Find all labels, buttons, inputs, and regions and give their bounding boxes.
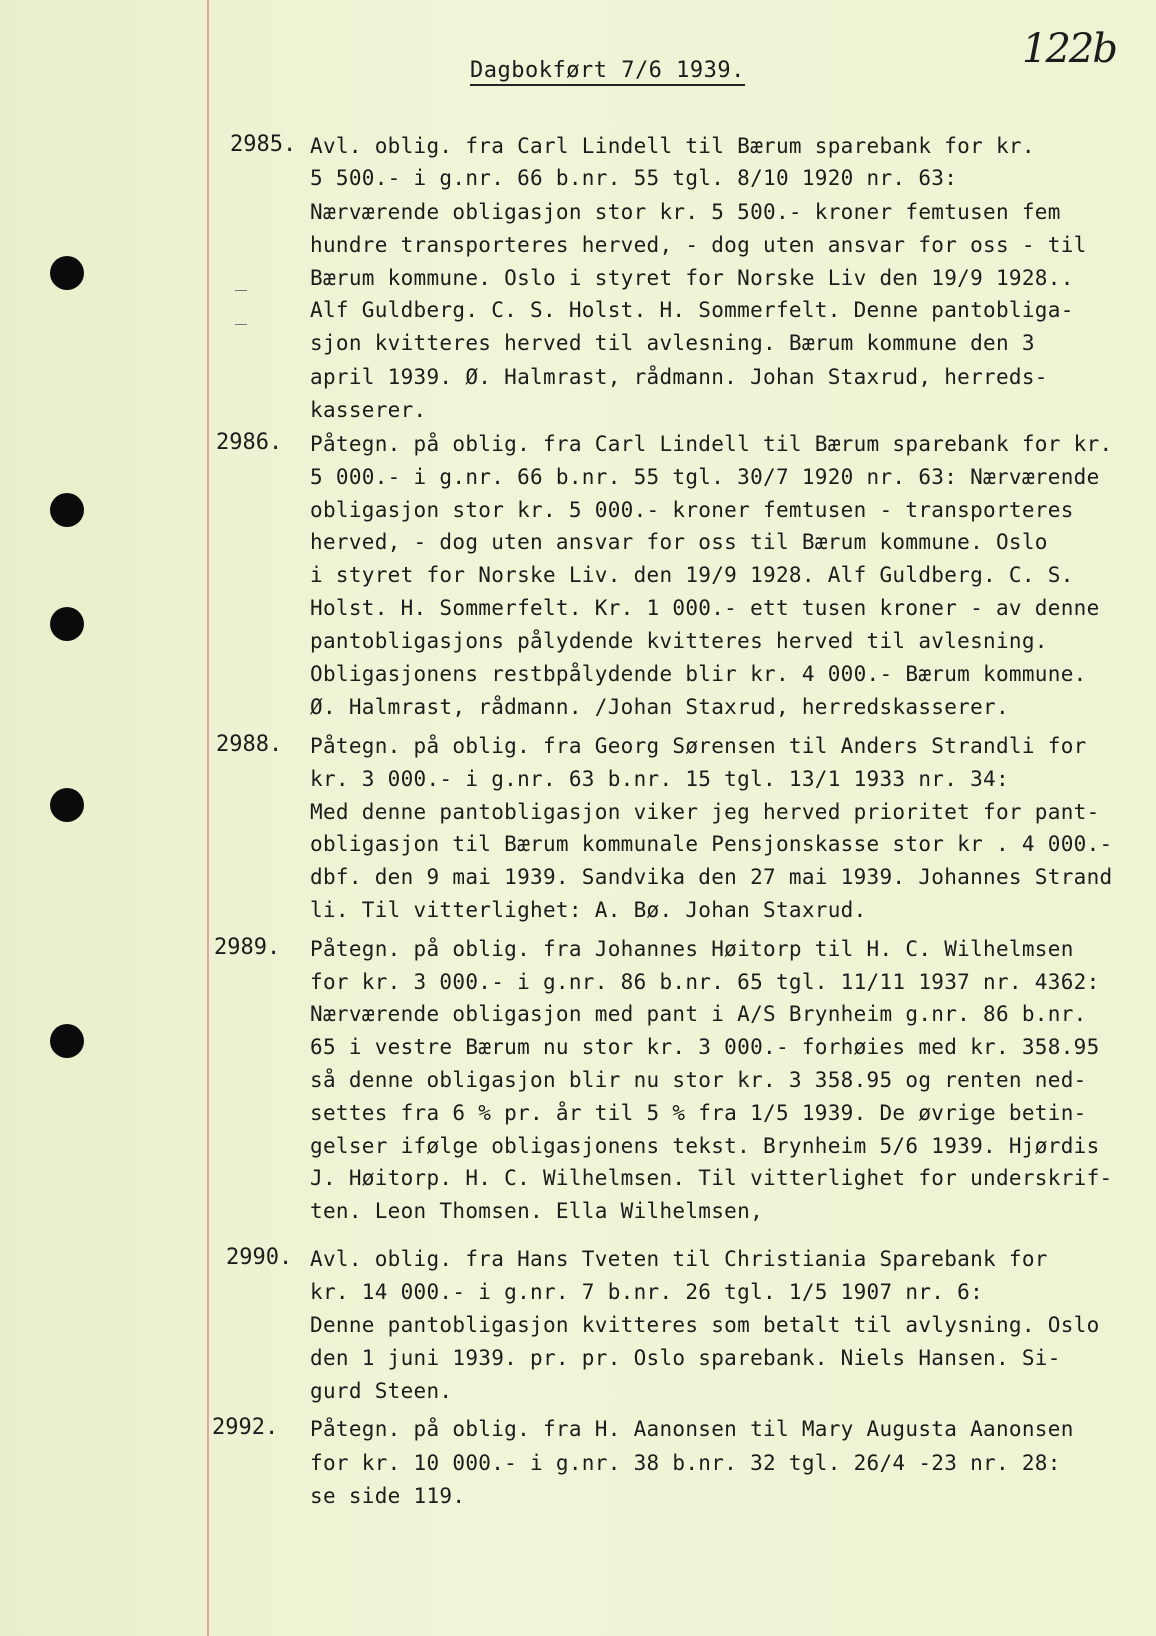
- page-title: Dagbokført 7/6 1939.: [470, 58, 745, 86]
- entry-line: Påtegn. på oblig. fra Carl Lindell til Bærum sparebank for kr.: [310, 432, 1113, 456]
- entry-line: dbf. den 9 mai 1939. Sandvika den 27 mai 1939. Johannes Strand: [310, 865, 1113, 889]
- entry-line: kasserer.: [310, 398, 427, 422]
- entry-line: obligasjon stor kr. 5 000.- kroner femtusen - transporteres: [310, 498, 1074, 522]
- entry-number: 2992.: [212, 1415, 279, 1440]
- margin-rule: [207, 0, 209, 1636]
- entry-line: J. Høitorp. H. C. Wilhelmsen. Til vitterlighet for underskrif-: [310, 1166, 1113, 1190]
- entry-line: gelser ifølge obligasjonens tekst. Brynheim 5/6 1939. Hjørdis: [310, 1134, 1100, 1158]
- entry-line: se side 119.: [310, 1484, 466, 1508]
- margin-mark: [235, 290, 247, 291]
- entry-line: Obligasjonens restbpålydende blir kr. 4 000.- Bærum kommune.: [310, 662, 1087, 686]
- entry-line: Påtegn. på oblig. fra Johannes Høitorp til H. C. Wilhelmsen: [310, 937, 1074, 961]
- entry-number: 2985.: [230, 132, 297, 157]
- margin-mark: [235, 324, 247, 325]
- entry-number: 2988.: [216, 732, 283, 757]
- entry-line: så denne obligasjon blir nu stor kr. 3 358.95 og renten ned-: [310, 1068, 1087, 1092]
- entry-line: gurd Steen.: [310, 1379, 453, 1403]
- entry-line: 5 000.- i g.nr. 66 b.nr. 55 tgl. 30/7 1920 nr. 63: Nærværende: [310, 465, 1100, 489]
- entry-line: Bærum kommune. Oslo i styret for Norske Liv den 19/9 1928..: [310, 266, 1074, 290]
- entry-line: Denne pantobligasjon kvitteres som betalt til avlysning. Oslo: [310, 1313, 1100, 1337]
- entry-line: li. Til vitterlighet: A. Bø. Johan Staxrud.: [310, 898, 867, 922]
- binder-hole: [50, 607, 84, 641]
- entry-line: pantobligasjons pålydende kvitteres herved til avlesning.: [310, 629, 1048, 653]
- entry-line: den 1 juni 1939. pr. pr. Oslo sparebank. Niels Hansen. Si-: [310, 1346, 1061, 1370]
- binder-hole: [50, 256, 84, 290]
- entry-line: Avl. oblig. fra Carl Lindell til Bærum sparebank for kr.: [310, 134, 1035, 158]
- binder-hole: [50, 1024, 84, 1058]
- entry-line: Nærværende obligasjon stor kr. 5 500.- kroner femtusen fem: [310, 200, 1061, 224]
- entry-line: 5 500.- i g.nr. 66 b.nr. 55 tgl. 8/10 1920 nr. 63:: [310, 166, 958, 190]
- entry-line: Ø. Halmrast, rådmann. /Johan Staxrud, herredskasserer.: [310, 695, 1009, 719]
- entry-line: Påtegn. på oblig. fra Georg Sørensen til Anders Strandli for: [310, 734, 1087, 758]
- binder-hole: [50, 788, 84, 822]
- entry-line: i styret for Norske Liv. den 19/9 1928. Alf Guldberg. C. S.: [310, 563, 1074, 587]
- entry-line: sjon kvitteres herved til avlesning. Bærum kommune den 3: [310, 331, 1035, 355]
- binder-hole: [50, 493, 84, 527]
- entry-line: Påtegn. på oblig. fra H. Aanonsen til Mary Augusta Aanonsen: [310, 1417, 1074, 1441]
- entry-line: settes fra 6 % pr. år til 5 % fra 1/5 1939. De øvrige betin-: [310, 1101, 1087, 1125]
- entry-number: 2990.: [226, 1245, 293, 1270]
- entry-line: for kr. 3 000.- i g.nr. 86 b.nr. 65 tgl. 11/11 1937 nr. 4362:: [310, 970, 1100, 994]
- entry-line: herved, - dog uten ansvar for oss til Bærum kommune. Oslo: [310, 530, 1048, 554]
- entry-line: kr. 3 000.- i g.nr. 63 b.nr. 15 tgl. 13/1 1933 nr. 34:: [310, 767, 1009, 791]
- entry-number: 2989.: [214, 935, 281, 960]
- entry-line: obligasjon til Bærum kommunale Pensjonskasse stor kr . 4 000.-: [310, 832, 1113, 856]
- page-number: 122b: [1022, 26, 1116, 72]
- entry-line: 65 i vestre Bærum nu stor kr. 3 000.- forhøies med kr. 358.95: [310, 1035, 1100, 1059]
- entry-line: kr. 14 000.- i g.nr. 7 b.nr. 26 tgl. 1/5 1907 nr. 6:: [310, 1280, 984, 1304]
- entry-line: ten. Leon Thomsen. Ella Wilhelmsen,: [310, 1199, 764, 1223]
- entry-line: Holst. H. Sommerfelt. Kr. 1 000.- ett tusen kroner - av denne: [310, 596, 1100, 620]
- entry-line: Nærværende obligasjon med pant i A/S Brynheim g.nr. 86 b.nr.: [310, 1002, 1087, 1026]
- entry-line: Avl. oblig. fra Hans Tveten til Christiania Sparebank for: [310, 1247, 1048, 1271]
- entry-number: 2986.: [216, 430, 283, 455]
- entry-line: hundre transporteres herved, - dog uten ansvar for oss - til: [310, 233, 1087, 257]
- entry-line: Alf Guldberg. C. S. Holst. H. Sommerfelt. Denne pantobliga-: [310, 298, 1074, 322]
- entry-line: for kr. 10 000.- i g.nr. 38 b.nr. 32 tgl. 26/4 -23 nr. 28:: [310, 1451, 1061, 1475]
- entry-line: april 1939. Ø. Halmrast, rådmann. Johan Staxrud, herreds-: [310, 365, 1048, 389]
- entry-line: Med denne pantobligasjon viker jeg herved prioritet for pant-: [310, 800, 1100, 824]
